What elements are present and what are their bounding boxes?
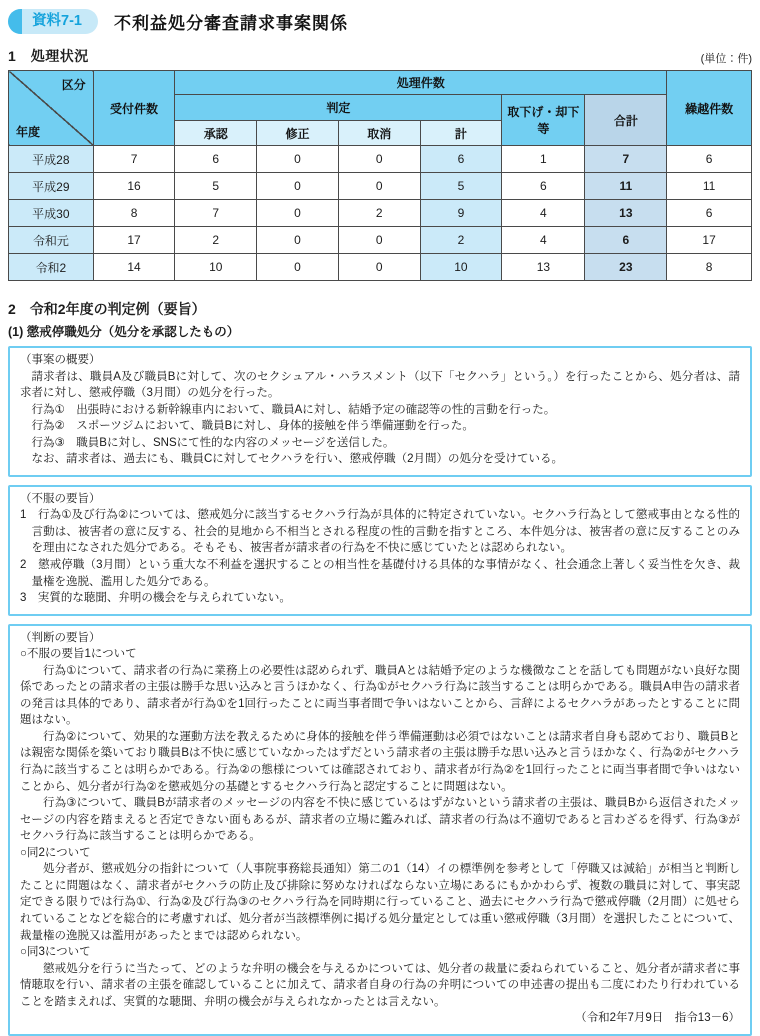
col-header-cancelled: 取消 [338, 121, 420, 146]
cell-withdrawn: 1 [502, 146, 585, 173]
paragraph: 行為③ 職員Bに対し、SNSにて性的な内容のメッセージを送信した。 [31, 436, 395, 449]
corner-header-cell [9, 71, 94, 146]
col-header-total: 合計 [585, 95, 667, 146]
cell-carried: 17 [667, 227, 752, 254]
col-header-approved: 承認 [175, 121, 257, 146]
cell-withdrawn: 4 [502, 200, 585, 227]
table-row [9, 146, 752, 173]
section2-subheading: (1) 懲戒停職処分（処分を承認したもの） [8, 325, 240, 339]
directive-date: （令和2年7月9日 指令13－6） [575, 1012, 740, 1025]
badge-accent-icon [8, 9, 22, 34]
col-header-receipt: 受付件数 [93, 71, 175, 146]
row-label: 平成29 [9, 173, 94, 200]
cell-total: 11 [585, 173, 667, 200]
corner-label-kubun: 区分 [61, 78, 86, 92]
col-header-subtotal: 計 [420, 121, 502, 146]
doc-number: 資料7-1 [32, 13, 82, 30]
cell-modified: 0 [257, 227, 339, 254]
paragraph: 処分者が、懲戒処分の指針について（人事院事務総長通知）第二の1（14）イの標準例を参考として「停職又は減給」が相当と判断したことに問題はなく、請求者がセクハラの防止及び排除に努めなければならない立場にあるにもかかわらず、複数の職員に対して、事実認定できる限りでは行為①、行為②及び行為③のセクハラ行為を同時期に行っていること、過去にセクハラ行為で懲戒停職（2月間）に処せられていることなどを総合的に考慮すれば、処分者が当該標準例に掲げる処分量定としては重い懲戒停職（3月間）を選択したことについて、裁量権の逸脱又は濫用があったとまでは認められない。 [20, 863, 740, 942]
cell-approved: 2 [175, 227, 257, 254]
judgment-subheading-1: ○不服の要旨1について [20, 648, 137, 661]
paragraph: 請求者は、職員A及び職員Bに対して、次のセクシュアル・ハラスメント（以下「セクハラ」という。）を行ったことから、処分者は、請求者に対し、懲戒停職（3月間）の処分を行った。 [20, 370, 740, 400]
cell-total: 23 [585, 254, 667, 281]
table-row [9, 227, 752, 254]
cell-cancelled: 0 [338, 254, 420, 281]
list-item: 1 行為①及び行為②については、懲戒処分に該当するセクハラ行為が具体的に特定されていない。セクハラ行為として懲戒事由となる性的言動は、被害者の意に反する、社会的見地から不相当とされる程度の性的言動を指すところ、本件処分は、被害者の意に反することのみを理由になされた処分である。そもそも、被害者が請求者の行為を不快に感じていたとは認められない。 [20, 509, 740, 555]
box-title: （判断の要旨） [20, 631, 101, 644]
cell-withdrawn: 6 [502, 173, 585, 200]
col-header-modified: 修正 [257, 121, 339, 146]
row-label: 令和2 [9, 254, 94, 281]
paragraph: 行為② スポーツジムにおいて、職員Bに対し、身体的接触を伴う準備運動を行った。 [31, 420, 474, 433]
paragraph: 懲戒処分を行うに当たって、どのような弁明の機会を与えるかについては、処分者の裁量に委ねられていること、処分者が請求者に事情聴取を行い、請求者の主張を確認していることに加えて、請求者自身の行為の弁明についての申述書の提出も二度にわたり行われていることを踏まえれば、実質的な聴聞、弁明の機会が与えられなかったとは言えない。 [20, 962, 740, 1008]
processing-status-table [8, 70, 752, 281]
cell-cancelled: 0 [338, 173, 420, 200]
paragraph: 行為① 出張時における新幹線車内において、職員Aに対し、結婚予定の確認等の性的言動を行った。 [31, 403, 556, 416]
cell-receipt: 7 [93, 146, 175, 173]
table-row [9, 173, 752, 200]
corner-label-nendo: 年度 [16, 125, 41, 139]
box-title: （不服の要旨） [20, 492, 101, 505]
doc-number-badge [8, 9, 98, 34]
cell-withdrawn: 4 [502, 227, 585, 254]
table-row [9, 254, 752, 281]
row-label: 平成30 [9, 200, 94, 227]
cell-modified: 0 [257, 254, 339, 281]
cell-cancelled: 2 [338, 200, 420, 227]
cell-receipt: 8 [93, 200, 175, 227]
col-header-processed: 処理件数 [175, 71, 667, 95]
cell-carried: 11 [667, 173, 752, 200]
cell-subtotal: 2 [420, 227, 502, 254]
list-item: 3 実質的な聴聞、弁明の機会を与えられていない。 [20, 592, 291, 605]
section1-header [8, 46, 752, 66]
cell-total: 6 [585, 227, 667, 254]
table-row [9, 200, 752, 227]
cell-cancelled: 0 [338, 227, 420, 254]
judgment-summary-box [8, 624, 752, 1036]
cell-carried: 8 [667, 254, 752, 281]
cell-carried: 6 [667, 200, 752, 227]
cell-modified: 0 [257, 200, 339, 227]
cell-total: 13 [585, 200, 667, 227]
col-header-judgment: 判定 [175, 95, 502, 121]
col-header-withdrawn: 取下げ・却下等 [502, 95, 585, 146]
page-title: 不利益処分審査請求事案関係 [113, 14, 348, 33]
box-title: （事案の概要） [20, 354, 101, 366]
row-label: 令和元 [9, 227, 94, 254]
cell-subtotal: 10 [420, 254, 502, 281]
section2 [8, 299, 752, 1036]
col-header-carried: 繰越件数 [667, 71, 752, 146]
case-summary-box [8, 346, 752, 477]
cell-receipt: 16 [93, 173, 175, 200]
cell-approved: 5 [175, 173, 257, 200]
list-item: 2 懲戒停職（3月間）という重大な不利益を選択することの相当性を基礎付ける具体的な事情がなく、社会通念上著しく妥当性を欠き、裁量権を逸脱、濫用した処分である。 [20, 559, 740, 588]
section2-heading: 2 令和2年度の判定例（要旨） [8, 301, 206, 317]
cell-approved: 10 [175, 254, 257, 281]
cell-subtotal: 9 [420, 200, 502, 227]
cell-subtotal: 6 [420, 146, 502, 173]
judgment-subheading-2: ○同2について [20, 846, 91, 859]
cell-carried: 6 [667, 146, 752, 173]
judgment-subheading-3: ○同3について [20, 946, 91, 959]
paragraph: 行為②について、効果的な運動方法を教えるために身体的接触を伴う準備運動は必須ではないことは請求者自身も認めており、職員Bとは親密な関係を築いており職員Bは不快に感じていなかったはずだという請求者の主張は勝手な思い込みと言うほかなく、行為②がセクハラ行為に該当することは明らかである。行為②の態様については確認されており、請求者が行為②を1回行ったことに両当事者間で争いはないことから、処分者が行為②を懲戒処分の基礎とするセクハラ行為と認定することに問題はない。 [20, 730, 740, 793]
cell-approved: 7 [175, 200, 257, 227]
cell-total: 7 [585, 146, 667, 173]
cell-subtotal: 5 [420, 173, 502, 200]
cell-modified: 0 [257, 146, 339, 173]
doc-header [8, 9, 752, 34]
cell-cancelled: 0 [338, 146, 420, 173]
section1-heading: 1 処理状況 [8, 48, 89, 64]
row-label: 平成28 [9, 146, 94, 173]
cell-receipt: 14 [93, 254, 175, 281]
paragraph: 行為③について、職員Bが請求者のメッセージの内容を不快に感じているはずがないという請求者の主張は、職員Bから返信されたメッセージの内容を踏まえると否定できない面もあるが、請求者の立場に鑑みれば、請求者の行為は不適切であると言わざるを得ず、行為③がセクハラ行為に該当することは明らかである。 [20, 797, 740, 843]
paragraph: 行為①について、請求者の行為に業務上の必要性は認められず、職員Aとは結婚予定のような機微なことを話しても問題がない良好な関係であったとの請求者の主張は勝手な思い込みと言うほかなく、行為①がセクハラ行為に該当することは明らかである。職員A申告の請求者の発言は具体的であり、請求者が行為①を1回行ったことに両当事者間で争いはないことから、言辞によるセクハラがあったとすることに問題はない。 [20, 664, 740, 727]
cell-modified: 0 [257, 173, 339, 200]
unit-note: (単位：件) [700, 53, 752, 65]
paragraph: なお、請求者は、過去にも、職員Cに対してセクハラを行い、懲戒停職（2月間）の処分を受けている。 [31, 453, 564, 466]
cell-receipt: 17 [93, 227, 175, 254]
cell-withdrawn: 13 [502, 254, 585, 281]
cell-approved: 6 [175, 146, 257, 173]
objection-summary-box [8, 485, 752, 616]
